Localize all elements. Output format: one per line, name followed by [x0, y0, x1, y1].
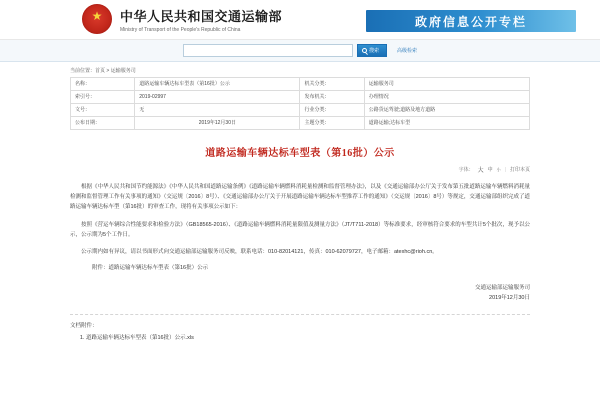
- section-divider: [70, 314, 530, 315]
- meta-value: 道路运输车辆达标车型表（第16批）公示: [135, 78, 300, 91]
- body-paragraph: 根据《中华人民共和国节约能源法》《中华人民共和国道路运输条例》《道路运输车辆燃料消耗量检测和监督管理办法》，以及《交通运输部办公厅关于发布第五批道路运输车辆燃料消耗量检测和监督管理工作有关事项的通知》（交运规〔2016〕8号）、《交通运输部办公厅关于开展道路运输车辆达标车型推荐工作的通知》（交运规〔2016〕8号）等规定，交通运输部组织完成了道路运输车辆达标车型（第16批）的审查工作，现将有关事项公示如下：: [70, 184, 530, 211]
- ministry-name-en: Ministry of Transport of the People's Republic of China: [120, 27, 241, 33]
- search-input[interactable]: [183, 44, 353, 57]
- body-paragraph: 公示期内如有异议，请以书面形式向交通运输部运输服务司反映，联系电话：010-82014121，传真：010-62079727，电子邮箱：atexhc@rioh.cn。: [81, 248, 438, 255]
- table-row: [71, 117, 530, 130]
- meta-label: 机关分类：: [300, 78, 364, 91]
- national-emblem-icon: [82, 4, 112, 34]
- info-table-wrap: [0, 77, 600, 130]
- breadcrumb-home-link[interactable]: 首页: [95, 68, 106, 74]
- advanced-search-link[interactable]: 高级检索: [397, 48, 418, 54]
- attachment-files-heading: 文档附件：: [70, 322, 98, 329]
- attachment-file-list: [70, 333, 530, 343]
- meta-value: 办理情况: [364, 91, 529, 104]
- search-icon: [362, 48, 367, 53]
- signature-block: [0, 284, 600, 304]
- signature-organization: 交通运输部运输服务司: [474, 284, 530, 291]
- attachment-label: 附件：道路运输车辆达标车型表（第16批）公示: [92, 265, 209, 272]
- meta-label: 主题分类：: [300, 117, 364, 130]
- document-meta-table: [70, 77, 530, 130]
- font-size-small-button[interactable]: 小: [496, 166, 501, 172]
- document-body: [0, 182, 600, 257]
- meta-value: 无: [135, 104, 300, 117]
- attachment-files-section: [0, 321, 600, 344]
- meta-value: 2019年12月30日: [135, 117, 300, 130]
- font-size-toolbar: [0, 165, 600, 174]
- banner-title: 政府信息公开专栏: [366, 10, 576, 32]
- breadcrumb-current-link[interactable]: 运输服务司: [110, 68, 136, 74]
- table-row: [71, 78, 530, 91]
- search-bar: [0, 40, 600, 62]
- table-row: [71, 104, 530, 117]
- breadcrumb: [0, 62, 600, 77]
- breadcrumb-separator: >: [105, 68, 111, 74]
- meta-label: 发布机关：: [300, 91, 364, 104]
- ministry-title-block: [120, 6, 282, 33]
- meta-value: 运输服务司: [364, 78, 529, 91]
- signature-date: 2019年12月30日: [489, 294, 530, 301]
- meta-value: 2019-02997: [135, 91, 300, 104]
- search-button[interactable]: [357, 44, 387, 57]
- list-item[interactable]: [86, 333, 530, 343]
- table-row: [71, 91, 530, 104]
- search-button-label: 搜索: [368, 48, 379, 54]
- toolbar-divider: |: [504, 166, 506, 173]
- print-page-link[interactable]: 打印本页: [509, 167, 530, 173]
- body-paragraph: 按照《营运车辆综合性能要求和检验方法》（GB18565-2016）、《道路运输车辆燃料消耗量限值及测量方法》（JT/T711-2018）等标准要求，经审核符合要求的车型共计5个批次，现予以公示，公示期为5个工作日。: [70, 221, 530, 238]
- ministry-name-cn: 中华人民共和国交通运输部: [120, 9, 283, 24]
- font-size-label: 字体：: [458, 167, 474, 173]
- meta-label: 名称：: [71, 78, 135, 91]
- meta-value: 公路货运驾驶;道路及地方道路: [364, 104, 529, 117]
- meta-label: 公布日期：: [71, 117, 135, 130]
- meta-value: 道路运输;达标车型: [364, 117, 529, 130]
- meta-label: 文号：: [71, 104, 135, 117]
- attachment-file-link[interactable]: 道路运输车辆达标车型表（第16批）公示.xls: [86, 335, 194, 342]
- font-size-large-button[interactable]: 大: [477, 168, 484, 174]
- site-header: [0, 0, 600, 40]
- page-title: 道路运输车辆达标车型表（第16批）公示: [205, 148, 395, 159]
- breadcrumb-prefix: 当前位置：: [70, 68, 96, 74]
- font-size-medium-button[interactable]: 中: [487, 167, 493, 173]
- attachment-note: [0, 264, 600, 274]
- meta-label: 索引号：: [71, 91, 135, 104]
- meta-label: 行业分类：: [300, 104, 364, 117]
